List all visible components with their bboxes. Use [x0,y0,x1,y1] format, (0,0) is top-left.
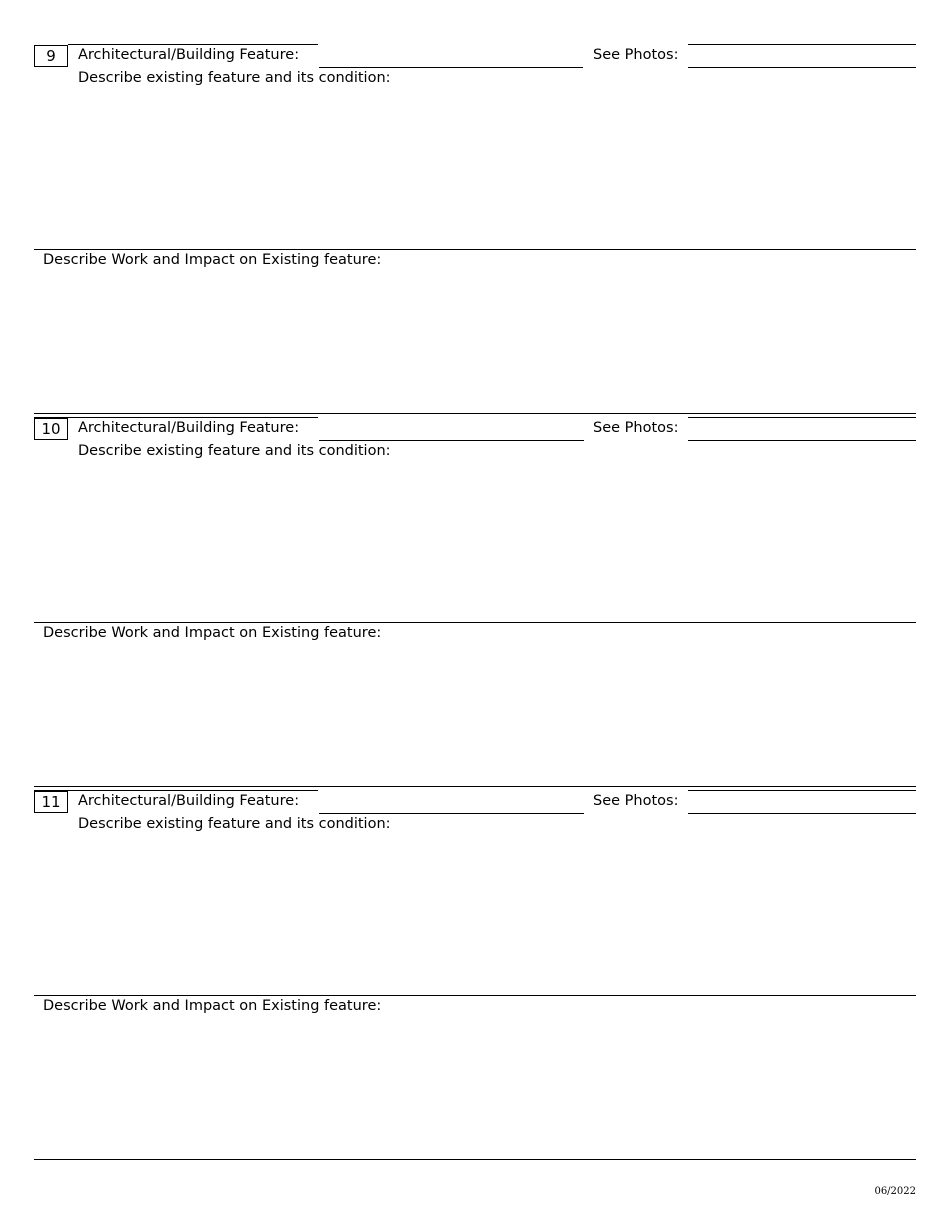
section-divider [34,995,916,996]
section-top-rule [68,44,318,45]
work-label: Describe Work and Impact on Existing feature: [43,252,382,268]
section-top-rule [34,417,318,418]
section-top-rule [688,44,916,45]
section-number: 11 [34,791,68,813]
section-divider [34,622,916,623]
page-bottom-rule [34,1159,916,1160]
photos-label: See Photos: [593,793,679,809]
feature-input[interactable] [319,420,584,441]
photos-label: See Photos: [593,420,679,436]
feature-label: Architectural/Building Feature: [78,420,300,436]
condition-label: Describe existing feature and its condition: [78,70,391,86]
section-top-rule [688,790,916,791]
section-divider [34,249,916,250]
feature-input[interactable] [319,793,584,814]
work-textarea[interactable] [43,645,914,781]
condition-label: Describe existing feature and its condition: [78,443,391,459]
condition-textarea[interactable] [78,836,914,991]
section-separator [34,786,916,787]
section-separator [34,413,916,414]
work-label: Describe Work and Impact on Existing feature: [43,998,382,1014]
work-textarea[interactable] [43,1018,914,1154]
section-top-rule [688,417,916,418]
feature-label: Architectural/Building Feature: [78,793,300,809]
feature-input[interactable] [319,47,583,68]
revision-date: 06/2022 [874,1186,916,1197]
feature-label: Architectural/Building Feature: [78,47,300,63]
photos-label: See Photos: [593,47,679,63]
condition-textarea[interactable] [78,90,914,245]
condition-textarea[interactable] [78,463,914,618]
work-label: Describe Work and Impact on Existing feature: [43,625,382,641]
work-textarea[interactable] [43,272,914,408]
section-number: 9 [34,45,68,67]
photos-input[interactable] [688,420,916,441]
condition-label: Describe existing feature and its condition: [78,816,391,832]
section-number: 10 [34,418,68,440]
photos-input[interactable] [688,47,916,68]
section-top-rule [34,790,318,791]
photos-input[interactable] [688,793,916,814]
